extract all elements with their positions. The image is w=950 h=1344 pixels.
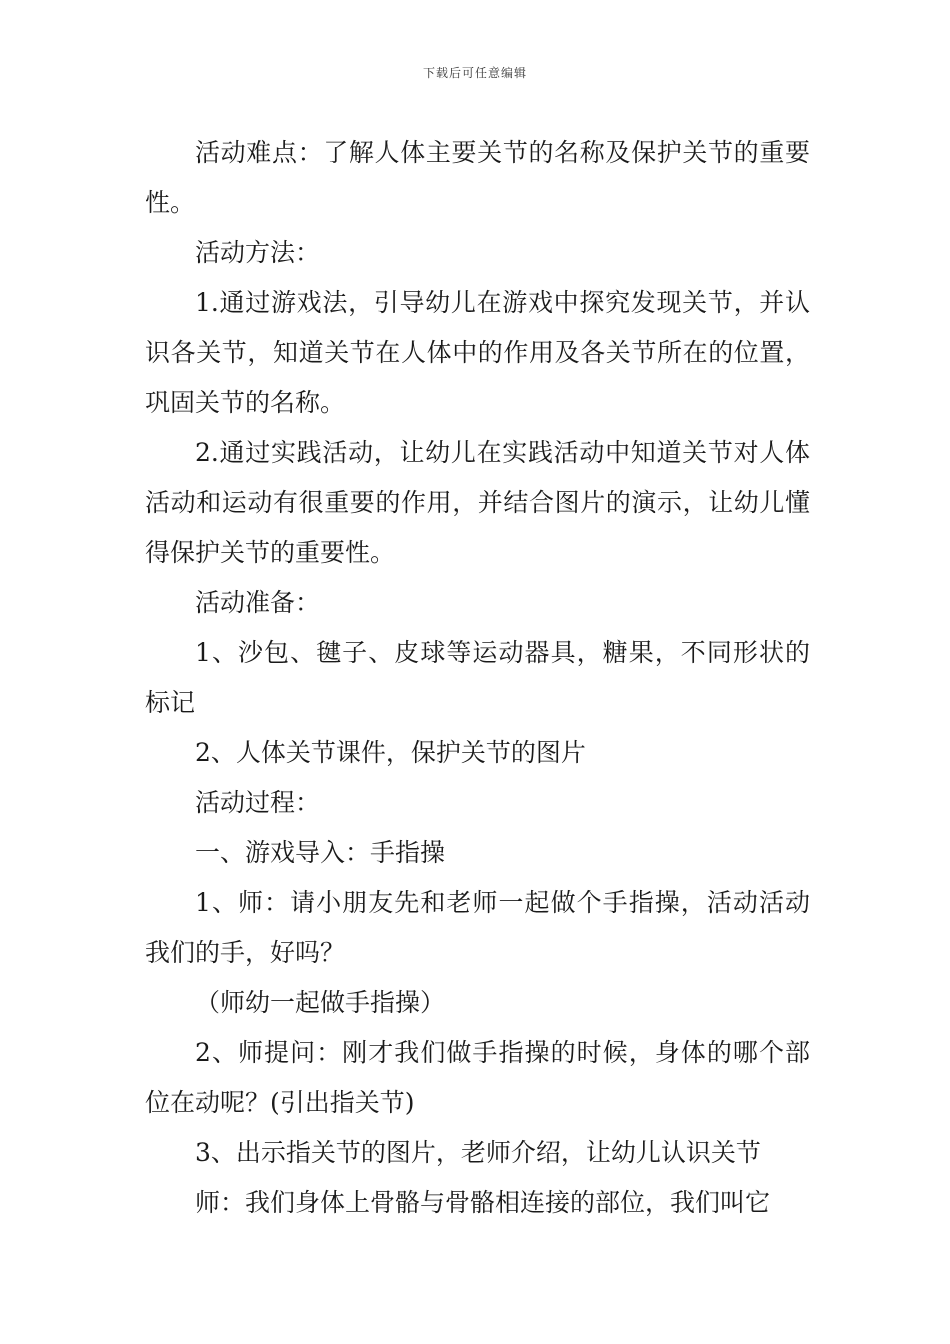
paragraph-step-2: 2、师提问：刚才我们做手指操的时候，身体的哪个部位在动呢？(引出指关节) [145, 1038, 810, 1117]
paragraph-method-heading: 活动方法： [195, 238, 321, 267]
paragraph-step-one-heading: 一、游戏导入：手指操 [195, 838, 446, 867]
paragraph-preparation-1: 1、沙包、毽子、皮球等运动器具，糖果，不同形状的标记 [145, 638, 810, 717]
paragraph-step-3: 3、出示指关节的图片，老师介绍，让幼儿认识关节 [195, 1138, 761, 1167]
paragraph-preparation-heading: 活动准备： [195, 588, 321, 617]
paragraph-teacher: 师：我们身体上骨骼与骨骼相连接的部位，我们叫它 [195, 1188, 771, 1217]
paragraph-preparation-2: 2、人体关节课件，保护关节的图片 [195, 738, 586, 767]
paragraph-process-heading: 活动过程： [195, 788, 321, 817]
paragraph-step-1: 1、师：请小朋友先和老师一起做个手指操，活动活动我们的手，好吗？ [145, 888, 810, 967]
page-header: 下载后可任意编辑 [422, 66, 527, 80]
paragraph-step-note: （师幼一起做手指操） [195, 988, 446, 1017]
paragraph-method-2: 2.通过实践活动，让幼儿在实践活动中知道关节对人体活动和运动有很重要的作用，并结合图片的演示，让幼儿懂得保护关节的重要性。 [145, 438, 810, 567]
paragraph-difficulty: 活动难点：了解人体主要关节的名称及保护关节的重要性。 [145, 138, 810, 217]
paragraph-method-1: 1.通过游戏法，引导幼儿在游戏中探究发现关节，并认识各关节，知道关节在人体中的作用及各关节所在的位置，巩固关节的名称。 [145, 288, 810, 417]
document-body [145, 128, 810, 1228]
